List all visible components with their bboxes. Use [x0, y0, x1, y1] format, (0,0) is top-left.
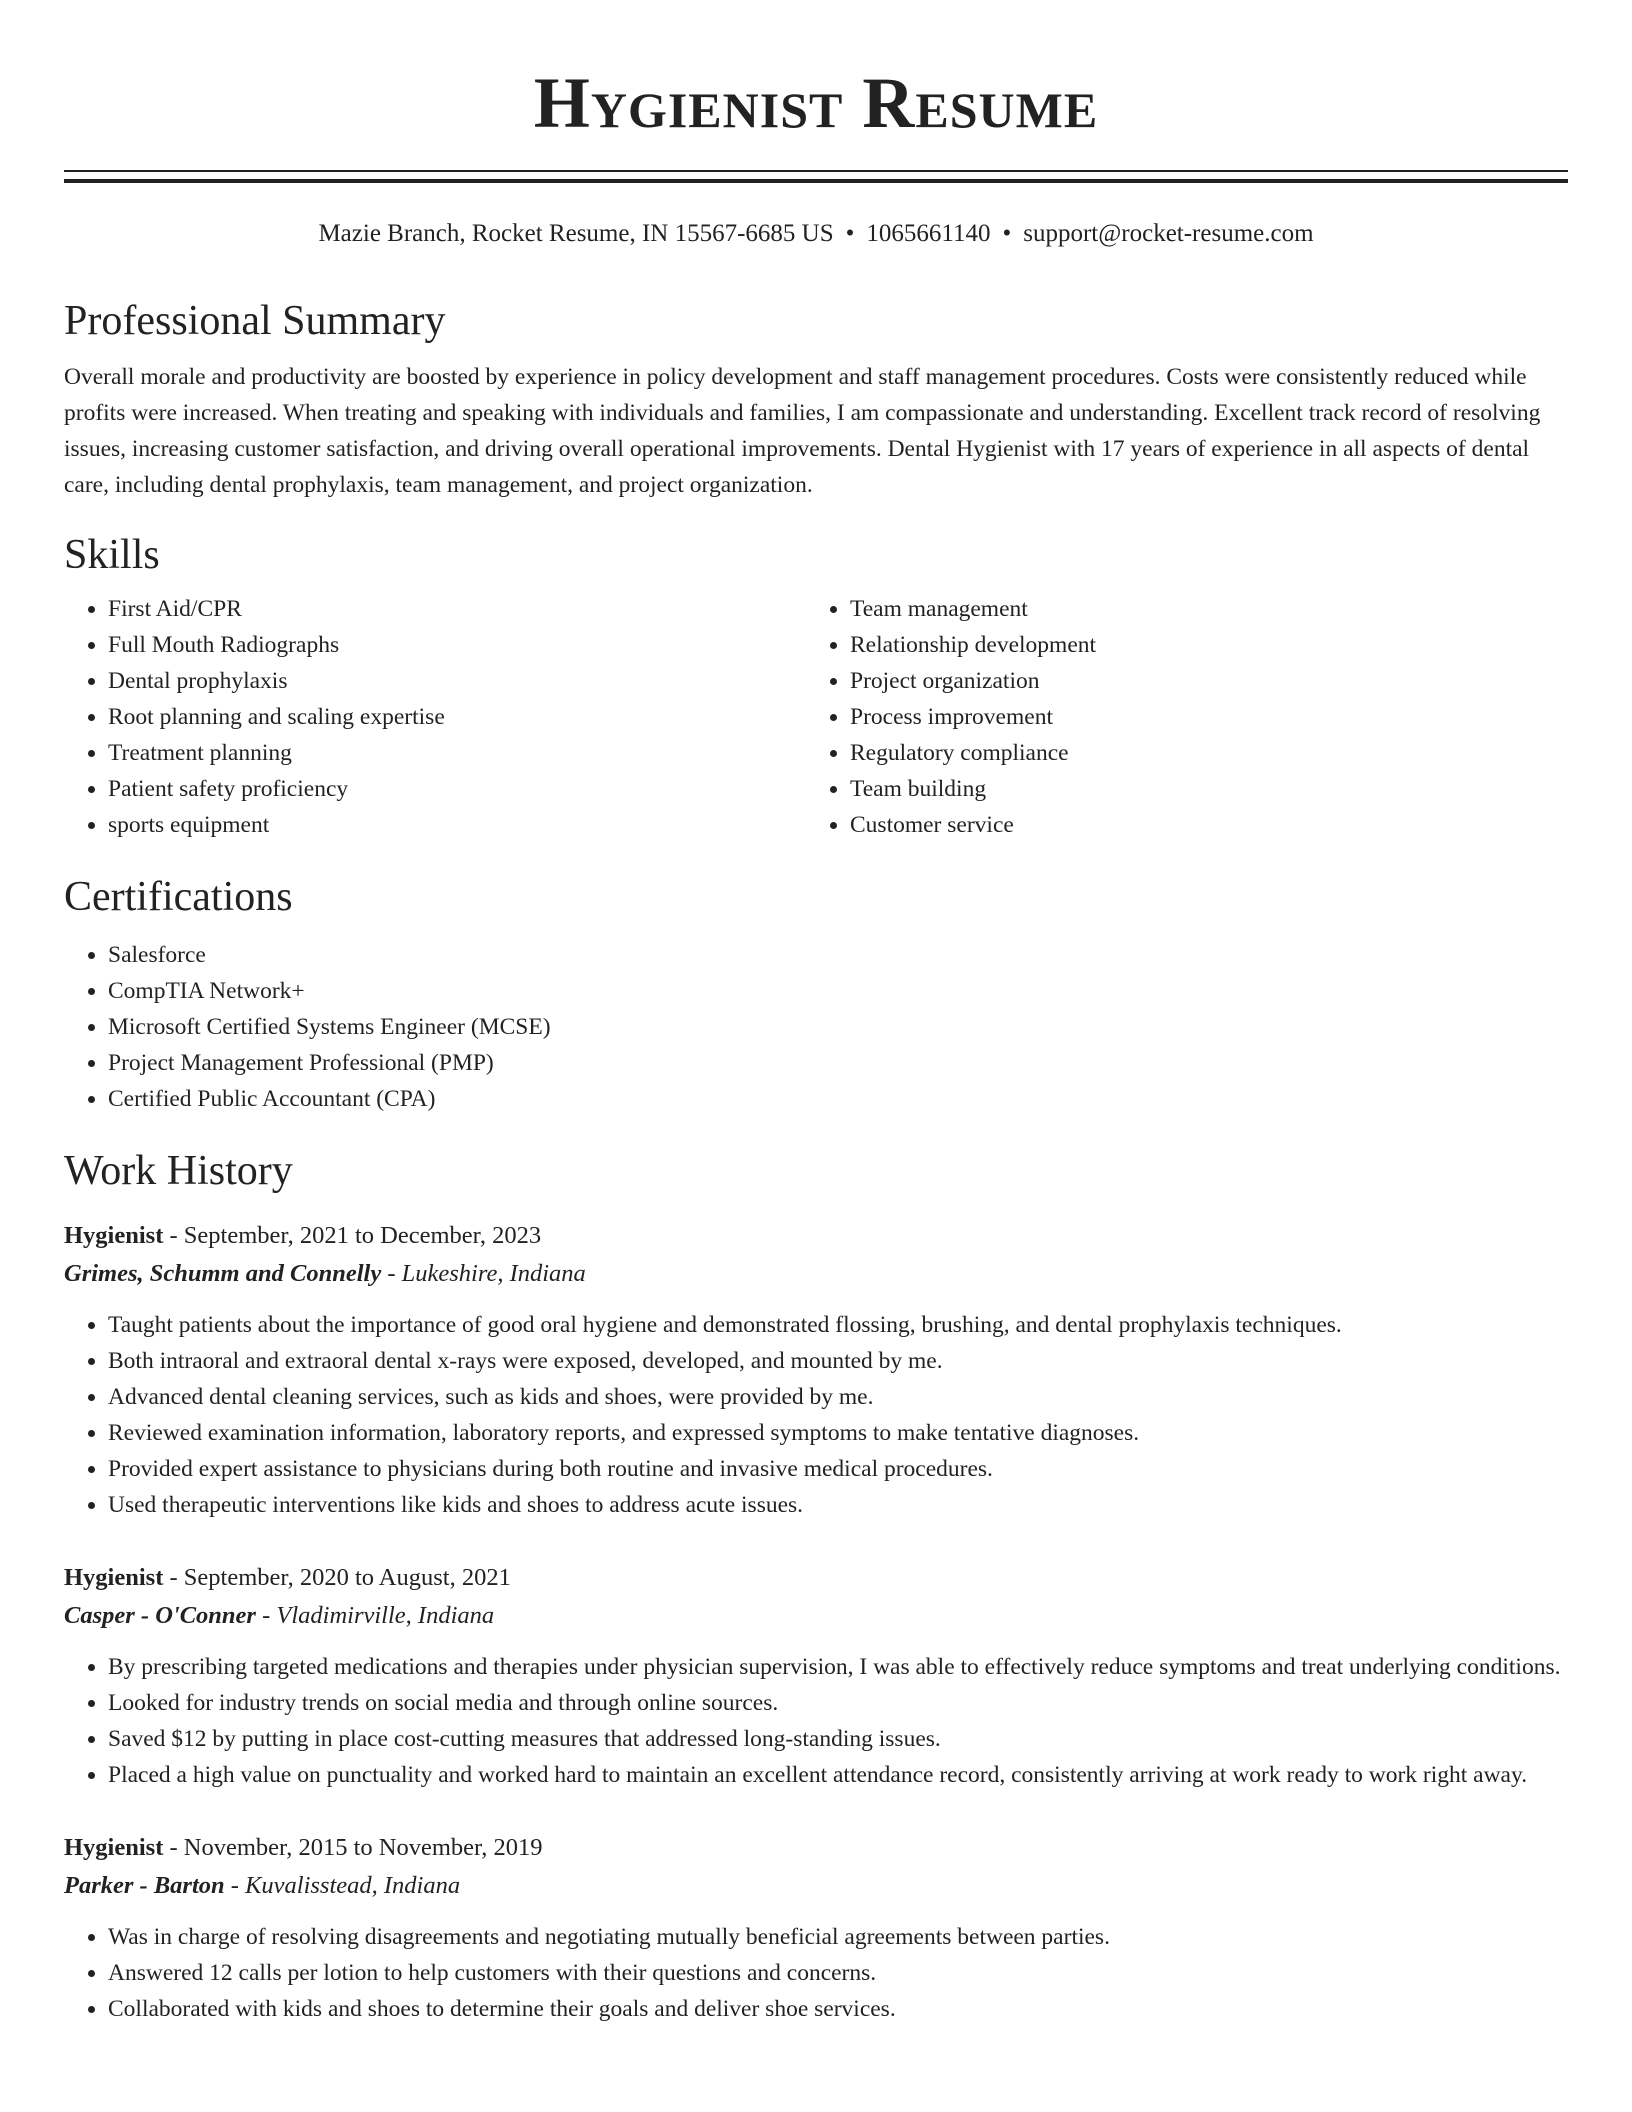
- contact-separator: •: [1002, 220, 1012, 247]
- job-separator: -: [381, 1260, 402, 1287]
- skills-heading: Skills: [64, 532, 160, 578]
- job-dates: September, 2021 to December, 2023: [183, 1222, 542, 1249]
- skill-item: • Dental prophylaxis: [108, 663, 806, 699]
- skills-column-left: [64, 591, 806, 843]
- skill-item: • Team management: [850, 591, 1548, 627]
- certifications-list: [64, 937, 1568, 1117]
- job-duty-item: • Provided expert assistance to physicians during both routine and invasive medical procedures.: [108, 1451, 1568, 1487]
- certification-item: • Project Management Professional (PMP): [108, 1045, 1568, 1081]
- skill-item: • sports equipment: [108, 807, 806, 843]
- skill-item: • Regulatory compliance: [850, 735, 1548, 771]
- certification-item: • Certified Public Accountant (CPA): [108, 1081, 1568, 1117]
- job-location: Kuvalisstead, Indiana: [245, 1872, 461, 1899]
- job-duties-list: [64, 1919, 1568, 2027]
- certification-item: • Microsoft Certified Systems Engineer (MCSE): [108, 1009, 1568, 1045]
- job-duty-item: • By prescribing targeted medications and therapies under physician supervision, I was able to effectively reduce symptoms and treat underlying conditions.: [108, 1649, 1568, 1685]
- job-duty-item: • Both intraoral and extraoral dental x-rays were exposed, developed, and mounted by me.: [108, 1343, 1568, 1379]
- job-duty-item: • Taught patients about the importance of good oral hygiene and demonstrated flossing, brushing, and dental prophylaxis techniques.: [108, 1307, 1568, 1343]
- job-company-line: [64, 1867, 1568, 1905]
- job-separator: -: [255, 1602, 277, 1629]
- skill-item: • Process improvement: [850, 699, 1548, 735]
- contact-line: [64, 217, 1568, 251]
- job-duty-item: • Collaborated with kids and shoes to determine their goals and deliver shoe services.: [108, 1991, 1568, 2027]
- job-header: [64, 1829, 1568, 1867]
- job-company: Casper - O'Conner: [64, 1602, 256, 1629]
- job-location: Vladimirville, Indiana: [276, 1602, 495, 1629]
- job-company-line: [64, 1597, 1568, 1635]
- certifications-heading: Certifications: [64, 874, 293, 920]
- job-duty-item: • Advanced dental cleaning services, such as kids and shoes, were provided by me.: [108, 1379, 1568, 1415]
- skill-item: • First Aid/CPR: [108, 591, 806, 627]
- title-divider-thick: [64, 179, 1568, 183]
- job-separator: -: [163, 1834, 184, 1861]
- document-title: Hygienist Resume: [533, 63, 1099, 143]
- skill-item: • Project organization: [850, 663, 1548, 699]
- skill-item: • Root planning and scaling expertise: [108, 699, 806, 735]
- job-company: Grimes, Schumm and Connelly: [64, 1260, 382, 1287]
- job-dates: September, 2020 to August, 2021: [183, 1564, 511, 1591]
- certification-item: • Salesforce: [108, 937, 1568, 973]
- contact-separator: •: [845, 220, 855, 247]
- job-duty-item: • Used therapeutic interventions like kids and shoes to address acute issues.: [108, 1487, 1568, 1523]
- job-separator: -: [224, 1872, 246, 1899]
- job-separator: -: [163, 1222, 184, 1249]
- job-title: Hygienist: [64, 1564, 164, 1591]
- contact-address: Mazie Branch, Rocket Resume, IN 15567-6685 US: [318, 220, 834, 247]
- job-location: Lukeshire, Indiana: [401, 1260, 586, 1287]
- job-header: [64, 1217, 1568, 1255]
- skills-column-right: [806, 591, 1548, 843]
- summary-text: Overall morale and productivity are boosted by experience in policy development and staff management procedures. Costs were consistently reduced while profits were increased. When treating and speaking with individuals and families, I am compassionate and understanding. Excellent track record of resolving issues, increasing customer satisfaction, and driving overall operational improvements. Dental Hygienist with 17 years of experience in all aspects of dental care, including dental prophylaxis, team management, and project organization.: [64, 364, 1541, 498]
- job-duty-item: • Was in charge of resolving disagreements and negotiating mutually beneficial agreements between parties.: [108, 1919, 1568, 1955]
- job-title: Hygienist: [64, 1834, 164, 1861]
- job-duty-item: • Answered 12 calls per lotion to help customers with their questions and concerns.: [108, 1955, 1568, 1991]
- job-duty-item: • Reviewed examination information, laboratory reports, and expressed symptoms to make tentative diagnoses.: [108, 1415, 1568, 1451]
- job-duty-item: • Placed a high value on punctuality and worked hard to maintain an excellent attendance record, consistently arriving at work ready to work right away.: [108, 1757, 1568, 1793]
- skill-item: • Patient safety proficiency: [108, 771, 806, 807]
- skill-item: • Treatment planning: [108, 735, 806, 771]
- job-entry: [64, 1217, 1568, 1523]
- title-divider-thin: [64, 170, 1568, 172]
- summary-heading: Professional Summary: [64, 298, 446, 344]
- job-duties-list: [64, 1307, 1568, 1523]
- job-dates: November, 2015 to November, 2019: [183, 1834, 543, 1861]
- job-separator: -: [163, 1564, 184, 1591]
- skills-list: [64, 591, 1568, 843]
- work-history-list: [64, 1217, 1568, 2027]
- work-history-heading: Work History: [64, 1148, 293, 1194]
- skill-item: • Customer service: [850, 807, 1548, 843]
- job-entry: [64, 1559, 1568, 1793]
- job-header: [64, 1559, 1568, 1597]
- job-company-line: [64, 1255, 1568, 1293]
- certification-item: • CompTIA Network+: [108, 973, 1568, 1009]
- resume-page: [64, 0, 1568, 2027]
- skill-item: • Relationship development: [850, 627, 1548, 663]
- job-entry: [64, 1829, 1568, 2027]
- skill-item: • Team building: [850, 771, 1548, 807]
- job-company: Parker - Barton: [64, 1872, 225, 1899]
- job-duty-item: • Looked for industry trends on social media and through online sources.: [108, 1685, 1568, 1721]
- job-duties-list: [64, 1649, 1568, 1793]
- job-title: Hygienist: [64, 1222, 164, 1249]
- contact-email[interactable]: support@rocket-resume.com: [1023, 220, 1314, 247]
- contact-phone: 1065661140: [866, 220, 991, 247]
- job-duty-item: • Saved $12 by putting in place cost-cutting measures that addressed long-standing issues.: [108, 1721, 1568, 1757]
- skill-item: • Full Mouth Radiographs: [108, 627, 806, 663]
